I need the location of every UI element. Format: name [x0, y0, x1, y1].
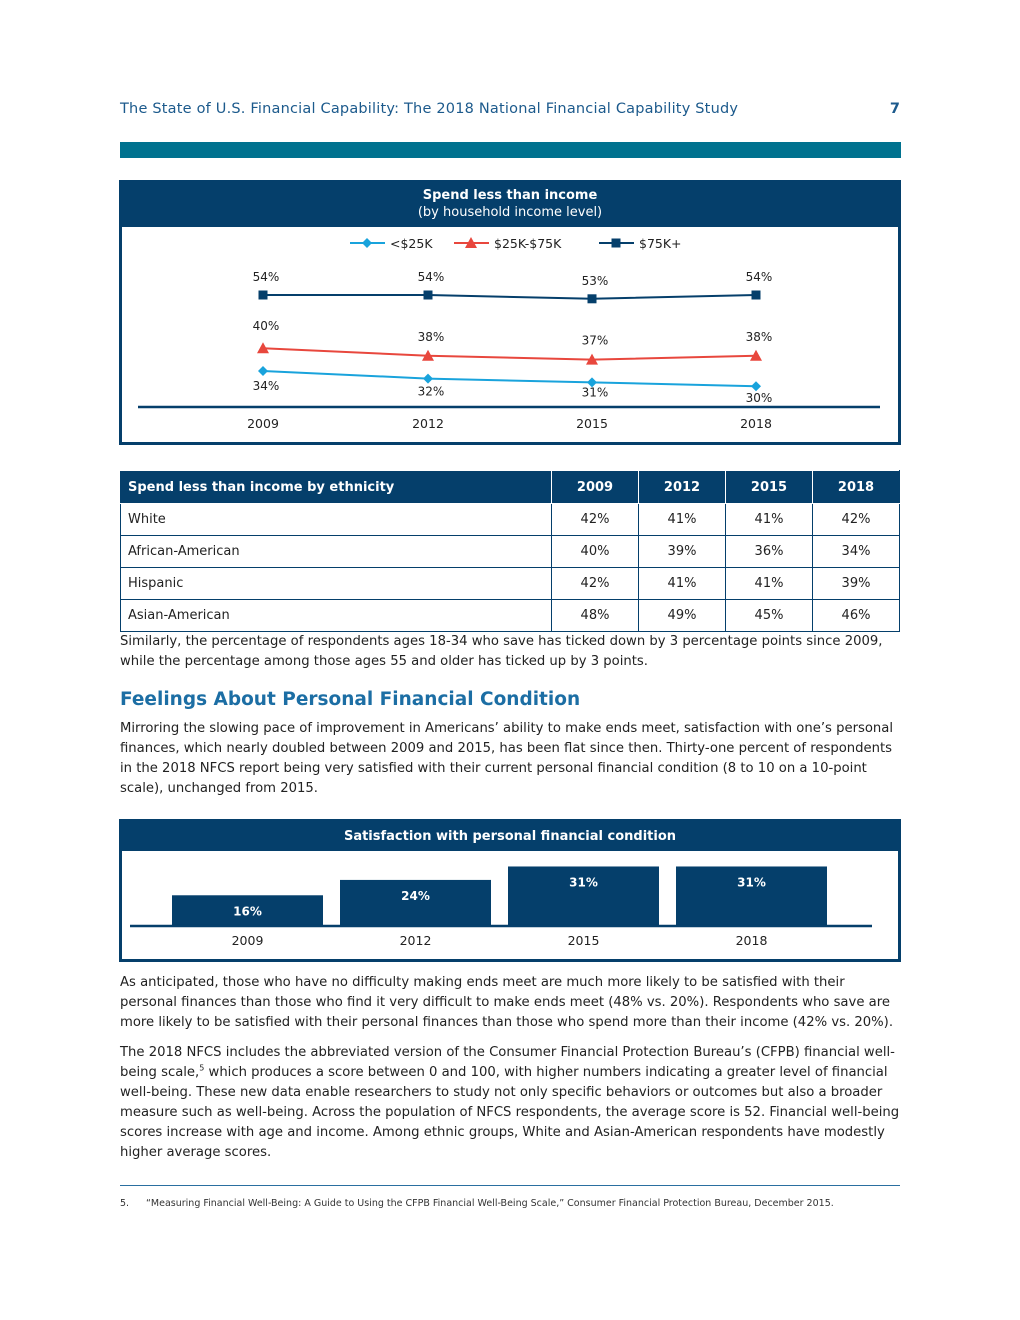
data-label: 40%	[252, 319, 280, 334]
table-cell: 45%	[726, 600, 813, 632]
table-cell: Hispanic	[121, 568, 552, 600]
line-chart-title: Spend less than income	[422, 188, 598, 203]
table-cell: 34%	[813, 536, 900, 568]
table-header-cell: 2018	[813, 471, 900, 504]
table-cell: 49%	[639, 600, 726, 632]
data-label: 37%	[581, 333, 609, 348]
body-paragraph: As anticipated, those who have no difficulty making ends meet are much more likely to be satisfied with their personal finances than those who find it very difficult to make ends meet (48% vs. 20%). Respondents who save are more likely to be satisfied with their personal finances than those who spend more than their income (42% vs. 20%).	[120, 975, 894, 1030]
data-point	[751, 381, 761, 391]
header-rule	[120, 142, 901, 158]
x-tick-label: 2018	[740, 416, 772, 431]
bar-value-label: 16%	[233, 904, 262, 919]
paragraph-text: The 2018 NFCS includes the abbreviated version of the Consumer Financial Protection Bureau’s (CFPB) financial well-being scale,	[120, 1045, 895, 1080]
table-cell: 42%	[552, 504, 639, 536]
data-label: 54%	[417, 270, 445, 284]
footnote	[120, 1198, 920, 1209]
table-cell: African-American	[121, 536, 552, 568]
table-cell: 39%	[639, 536, 726, 568]
legend-label: $25K-$75K	[494, 236, 562, 251]
series-line	[263, 371, 756, 386]
footnote-ref[interactable]: 5	[199, 1063, 205, 1073]
bar-chart-title: Satisfaction with personal financial condition	[343, 829, 677, 844]
table-cell: 41%	[639, 568, 726, 600]
legend-label: $75K+	[639, 236, 682, 251]
table-cell: 40%	[552, 536, 639, 568]
table-cell: 46%	[813, 600, 900, 632]
series-line	[263, 295, 756, 299]
series-line	[263, 348, 756, 359]
table-cell: Asian-American	[121, 600, 552, 632]
table-header-row	[121, 471, 900, 504]
table-cell: 42%	[813, 504, 900, 536]
section-heading: Feelings About Personal Financial Condition	[120, 689, 581, 710]
data-label: 54%	[252, 270, 280, 284]
bar-chart-frame	[119, 819, 901, 962]
table-cell: White	[121, 504, 552, 536]
data-point	[258, 366, 268, 376]
bar	[340, 880, 491, 926]
paragraph-text: which produces a score between 0 and 100, with higher numbers indicating a greater level of financial well-being. These new data enable researchers to study not only specific behaviors or outcomes but also a broader measure such as well-being. Across the population of NFCS respondents, the average score is 52. Financial well-being scores increase with age and income. Among ethnic groups, White and Asian-American respondents have modestly higher average scores.	[120, 1065, 900, 1160]
data-label: 34%	[252, 379, 280, 393]
table-cell: 41%	[726, 568, 813, 600]
table-header-cell: Spend less than income by ethnicity	[121, 471, 552, 504]
x-tick-label: 2012	[399, 933, 432, 948]
data-label: 31%	[581, 385, 609, 400]
footnote-rule	[120, 1185, 900, 1186]
bar-value-label: 31%	[737, 875, 766, 890]
x-tick-label: 2018	[735, 933, 768, 948]
table-cell: 42%	[552, 568, 639, 600]
data-label: 54%	[745, 270, 773, 284]
legend-marker	[362, 238, 372, 248]
table-row	[121, 536, 900, 568]
x-tick-label: 2009	[247, 416, 279, 431]
data-point	[588, 294, 597, 303]
x-tick-label: 2012	[412, 416, 444, 431]
bar-chart-header	[122, 822, 898, 851]
page-header-title: The State of U.S. Financial Capability: The 2018 National Financial Capability Study	[120, 101, 739, 117]
bar-chart	[122, 851, 898, 959]
legend-marker	[612, 239, 621, 248]
table-row	[121, 600, 900, 632]
table-cell: 41%	[726, 504, 813, 536]
data-label: 38%	[417, 329, 445, 344]
x-tick-label: 2015	[567, 933, 600, 948]
data-point	[259, 291, 268, 300]
page-number: 7	[889, 101, 900, 117]
x-tick-label: 2015	[576, 416, 608, 431]
data-point	[423, 374, 433, 384]
data-label: 38%	[745, 329, 773, 344]
table-header-cell: 2015	[726, 471, 813, 504]
line-chart-subtitle: (by household income level)	[417, 205, 603, 220]
legend-label: <$25K	[390, 236, 433, 251]
data-label: 53%	[581, 273, 609, 288]
table-row	[121, 504, 900, 536]
bar-value-label: 31%	[569, 875, 598, 890]
table-header-cell: 2012	[639, 471, 726, 504]
bar-value-label: 24%	[401, 888, 430, 903]
ethnicity-table	[120, 470, 900, 632]
table-cell: 41%	[639, 504, 726, 536]
table-cell: 36%	[726, 536, 813, 568]
data-point	[752, 291, 761, 300]
data-label: 32%	[417, 384, 445, 399]
line-chart-header	[122, 183, 898, 227]
line-chart	[122, 227, 898, 442]
footnote-number: 5.	[120, 1198, 130, 1209]
x-tick-label: 2009	[231, 933, 264, 948]
line-chart-frame	[119, 180, 901, 445]
data-label: 30%	[745, 391, 773, 406]
table-cell: 39%	[813, 568, 900, 600]
body-paragraph	[120, 1043, 902, 1163]
body-paragraph: Similarly, the percentage of respondents ages 18-34 who save has ticked down by 3 percentage points since 2009, while the percentage among those ages 55 and older has ticked up by 3 points.	[120, 634, 883, 669]
table-cell: 48%	[552, 600, 639, 632]
table-row	[121, 568, 900, 600]
body-paragraph: Mirroring the slowing pace of improvement in Americans’ ability to make ends meet, satisfaction with one’s personal finances, which nearly doubled between 2009 and 2015, has been flat since then. Thirty-one percent of respondents in the 2018 NFCS report being very satisfied with their current personal financial condition (8 to 10 on a 10-point scale), unchanged from 2015.	[120, 721, 894, 796]
table-header-cell: 2009	[552, 471, 639, 504]
footnote-text: “Measuring Financial Well-Being: A Guide to Using the CFPB Financial Well-Being Scale,” Consumer Financial Protection Bureau, December 2015.	[146, 1198, 834, 1209]
data-point	[424, 291, 433, 300]
